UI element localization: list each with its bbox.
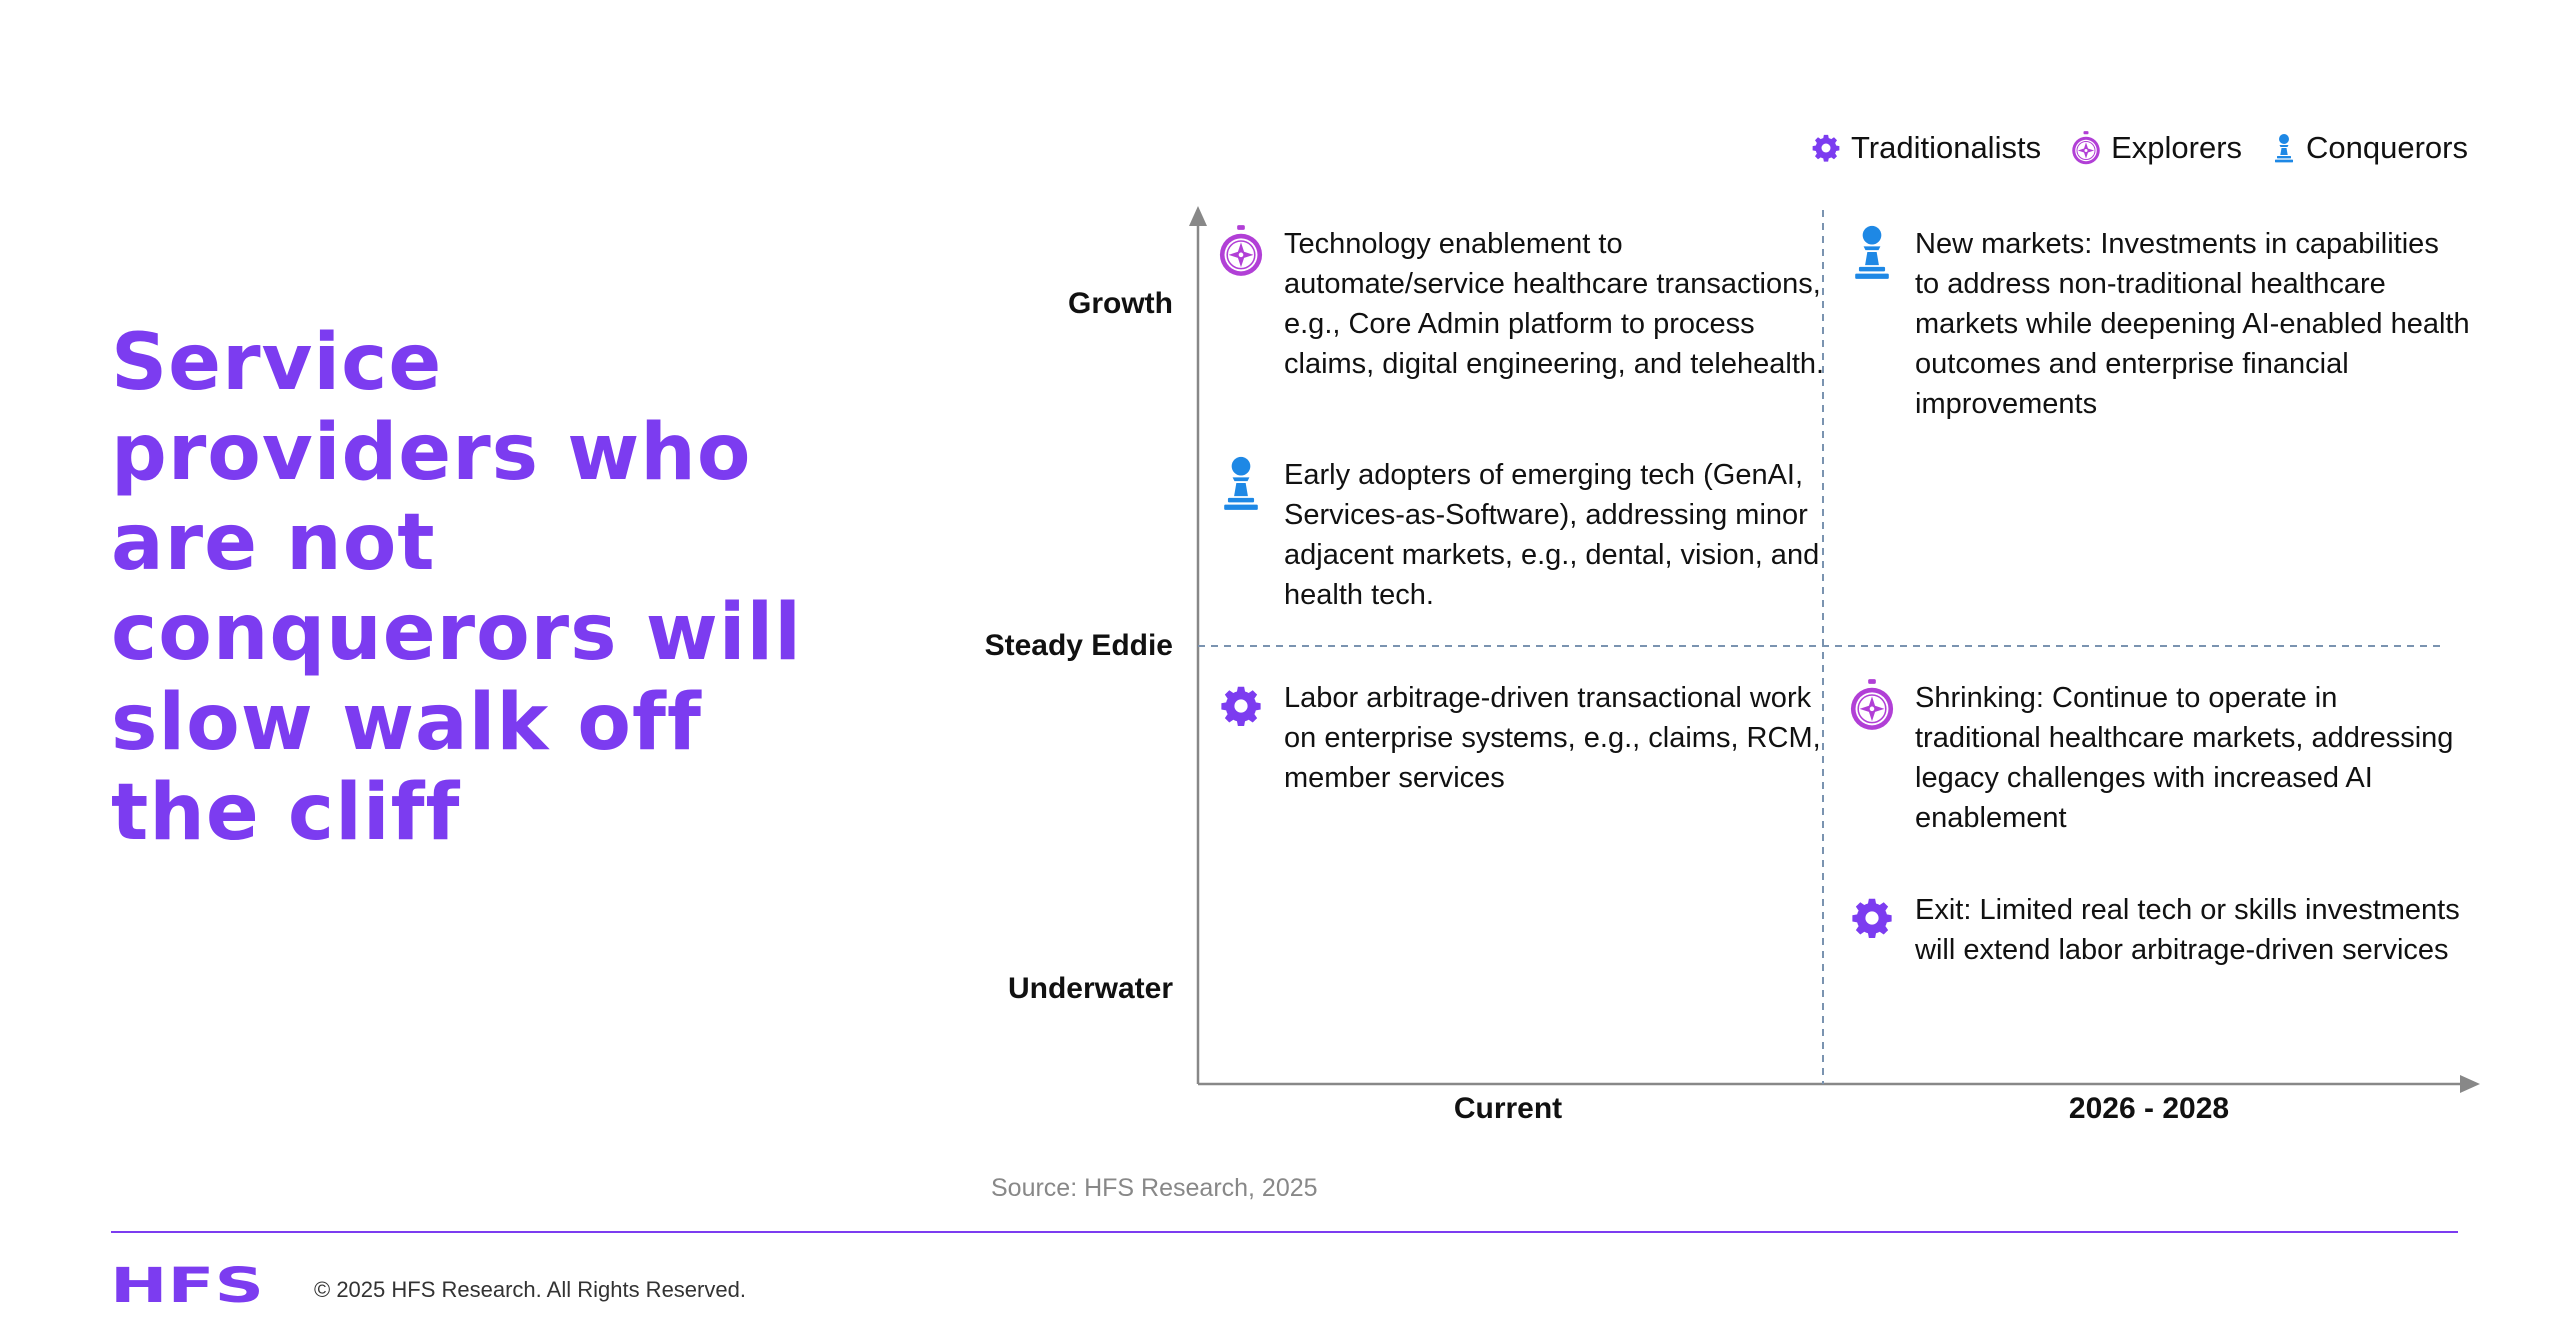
legend-label-conquerors: Conquerors (2306, 130, 2468, 165)
y-label-steady-eddie: Steady Eddie (984, 629, 1173, 662)
cell-future-conquerors (1849, 224, 2470, 424)
chess-pawn-icon (1218, 455, 1264, 511)
chess-pawn-icon (1849, 224, 1895, 280)
cell-text: Technology enablement to automate/service healthcare transactions, e.g., Core Admin platform to process claims, digital engineering, and telehealth. (1284, 228, 1825, 380)
hfs-logo (110, 1262, 265, 1308)
compass-icon (1849, 678, 1895, 732)
source-note: Source: HFS Research, 2025 (991, 1174, 1318, 1202)
cell-text: Shrinking: Continue to operate in traditional healthcare markets, addressing legacy challenges with increased AI enablement (1915, 682, 2454, 834)
cell-current-traditionalists (1218, 678, 1839, 798)
y-label-underwater: Underwater (1007, 972, 1173, 1005)
y-axis-arrowhead (1189, 206, 1207, 226)
cell-current-conquerors (1218, 455, 1839, 615)
cell-future-traditionalists (1849, 890, 2470, 970)
cell-text: Early adopters of emerging tech (GenAI, Services-as-Software), addressing minor adjacent markets, e.g., dental, vision, and health tech. (1284, 459, 1820, 611)
x-axis-arrowhead (2460, 1075, 2480, 1093)
legend-label-traditionalists: Traditionalists (1850, 130, 2042, 165)
page-title: Service providers who are not conquerors will slow walk off the cliff (111, 318, 802, 858)
cell-text: Exit: Limited real tech or skills investments will extend labor arbitrage-driven services (1915, 894, 2460, 966)
svg-text:HFS: HFS (110, 1262, 264, 1308)
compass-icon (1218, 224, 1264, 278)
cell-text: New markets: Investments in capabilities to address non-traditional healthcare markets while deepening AI-enabled health outcomes and enterprise financial improvements (1915, 228, 2470, 420)
y-label-growth: Growth (1068, 287, 1173, 320)
footer-divider (111, 1231, 2458, 1233)
gear-icon (1849, 896, 1895, 940)
x-label-2026-2028: 2026 - 2028 (2068, 1092, 2230, 1125)
copyright-text: © 2025 HFS Research. All Rights Reserved. (314, 1277, 746, 1302)
cell-current-explorers (1218, 224, 1839, 384)
cell-future-explorers (1849, 678, 2470, 838)
legend-label-explorers: Explorers (2111, 130, 2243, 165)
gear-icon (1218, 684, 1264, 728)
cell-text: Labor arbitrage-driven transactional work on enterprise systems, e.g., claims, RCM, member services (1284, 682, 1821, 794)
x-label-current: Current (1453, 1092, 1563, 1125)
